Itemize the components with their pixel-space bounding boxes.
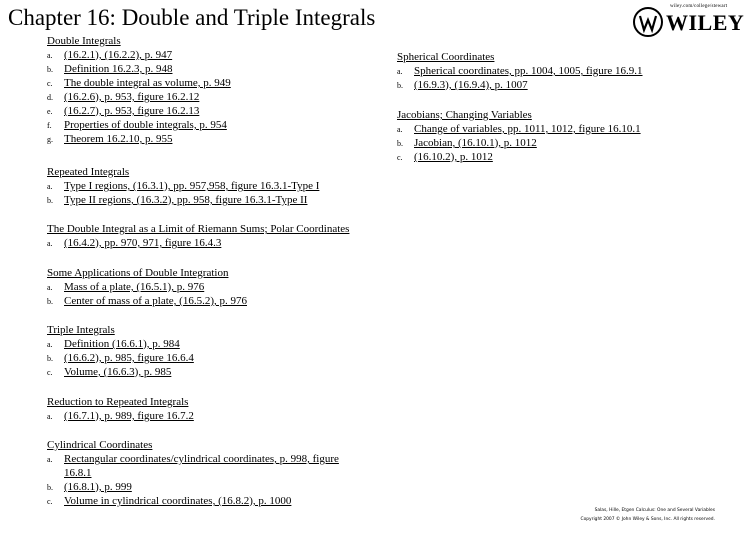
section-item-list xyxy=(47,48,377,146)
list-item xyxy=(47,294,377,308)
list-item xyxy=(47,76,377,90)
section-heading-link[interactable]: Some Applications of Double Integration xyxy=(47,267,229,279)
list-marker: b. xyxy=(47,65,53,74)
reference-link[interactable]: (16.2.1), (16.2.2), p. 947 xyxy=(64,49,173,61)
list-marker: c. xyxy=(47,497,53,506)
section-heading-link[interactable]: Repeated Integrals xyxy=(47,166,130,178)
list-item xyxy=(47,480,369,494)
section-heading-link[interactable]: Double Integrals xyxy=(47,35,121,47)
reference-link[interactable]: Properties of double integrals, p. 954 xyxy=(64,119,227,131)
list-marker: b. xyxy=(397,139,403,148)
section-heading-link[interactable]: Reduction to Repeated Integrals xyxy=(47,396,189,408)
reference-link[interactable]: (16.6.2), p. 985, figure 16.6.4 xyxy=(64,352,194,364)
page-title: Chapter 16: Double and Triple Integrals xyxy=(8,5,376,30)
list-marker: a. xyxy=(47,239,53,248)
list-item xyxy=(47,48,377,62)
reference-link[interactable]: Volume, (16.6.3), p. 985 xyxy=(64,366,172,378)
list-marker: a. xyxy=(47,51,53,60)
reference-link[interactable]: (16.10.2), p. 1012 xyxy=(414,151,493,163)
reference-link[interactable]: Type II regions, (16.3.2), pp. 958, figure 16.3.1-Type II xyxy=(64,194,308,206)
list-item xyxy=(47,179,377,193)
list-item xyxy=(397,122,717,136)
section-heading-link[interactable]: The Double Integral as a Limit of Riemann Sums; Polar Coordinates xyxy=(47,223,350,235)
reference-link[interactable]: Definition 16.2.3, p. 948 xyxy=(64,63,173,75)
reference-link[interactable]: (16.2.7), p. 953, figure 16.2.13 xyxy=(64,105,200,117)
section-7 xyxy=(397,50,717,92)
section-3 xyxy=(47,266,377,308)
list-marker: e. xyxy=(47,107,53,116)
section-2 xyxy=(47,222,382,250)
reference-link[interactable]: (16.9.3), (16.9.4), p. 1007 xyxy=(414,79,528,91)
list-marker: b. xyxy=(47,297,53,306)
list-marker: a. xyxy=(47,455,53,464)
list-item xyxy=(397,136,717,150)
list-item xyxy=(47,236,382,250)
list-marker: c. xyxy=(47,79,53,88)
reference-link[interactable]: (16.8.1), p. 999 xyxy=(64,481,132,493)
reference-link[interactable]: Volume in cylindrical coordinates, (16.8.2), p. 1000 xyxy=(64,495,292,507)
list-marker: f. xyxy=(47,121,52,130)
list-marker: d. xyxy=(47,93,53,102)
footer-book-title: Salas, Hille, Etgen Calculus: One and Several Variables xyxy=(594,508,715,513)
list-marker: a. xyxy=(47,412,53,421)
reference-link[interactable]: Mass of a plate, (16.5.1), p. 976 xyxy=(64,281,205,293)
list-marker: g. xyxy=(47,135,53,144)
reference-link[interactable]: Rectangular coordinates/cylindrical coordinates, p. 998, figure 16.8.1 xyxy=(64,453,339,479)
section-item-list xyxy=(47,409,377,423)
list-marker: a. xyxy=(47,340,53,349)
section-item-list xyxy=(397,64,717,92)
list-marker: a. xyxy=(397,125,403,134)
list-marker: c. xyxy=(397,153,403,162)
reference-link[interactable]: Theorem 16.2.10, p. 955 xyxy=(64,133,173,145)
list-item xyxy=(47,494,369,508)
reference-link[interactable]: Spherical coordinates, pp. 1004, 1005, figure 16.9.1 xyxy=(414,65,643,77)
list-item xyxy=(47,351,377,365)
list-marker: b. xyxy=(47,483,53,492)
section-5 xyxy=(47,395,377,423)
reference-link[interactable]: Jacobian, (16.10.1), p. 1012 xyxy=(414,137,537,149)
section-item-list xyxy=(47,337,377,379)
reference-link[interactable]: Change of variables, pp. 1011, 1012, figure 16.10.1 xyxy=(414,123,641,135)
section-heading-link[interactable]: Cylindrical Coordinates xyxy=(47,439,153,451)
list-item xyxy=(47,132,377,146)
list-marker: a. xyxy=(47,283,53,292)
list-item xyxy=(47,193,377,207)
reference-link[interactable]: (16.4.2), pp. 970, 971, figure 16.4.3 xyxy=(64,237,222,249)
list-item xyxy=(47,62,377,76)
list-item xyxy=(47,365,377,379)
list-item xyxy=(397,150,717,164)
list-marker: a. xyxy=(47,182,53,191)
list-marker: a. xyxy=(397,67,403,76)
copyright-footer xyxy=(555,506,715,524)
section-item-list xyxy=(47,236,382,250)
list-marker: c. xyxy=(47,368,53,377)
list-item xyxy=(47,104,377,118)
section-1 xyxy=(47,165,377,207)
wiley-logo xyxy=(632,2,744,38)
section-item-list xyxy=(47,280,377,308)
list-item xyxy=(47,337,377,351)
footer-copyright: Copyright 2007 © John Wiley & Sons, Inc. All rights reserved. xyxy=(580,517,715,522)
logo-tagline: wiley.com/college/stewart xyxy=(670,4,728,9)
list-item xyxy=(47,90,377,104)
section-6 xyxy=(47,438,369,508)
section-0 xyxy=(47,34,377,146)
list-marker: b. xyxy=(397,81,403,90)
list-item xyxy=(397,64,717,78)
section-8 xyxy=(397,108,717,164)
reference-link[interactable]: Type I regions, (16.3.1), pp. 957,958, figure 16.3.1-Type I xyxy=(64,180,320,192)
list-item xyxy=(47,118,377,132)
section-item-list xyxy=(47,452,369,508)
section-heading-link[interactable]: Triple Integrals xyxy=(47,324,115,336)
reference-link[interactable]: (16.7.1), p. 989, figure 16.7.2 xyxy=(64,410,194,422)
section-4 xyxy=(47,323,377,379)
list-item xyxy=(47,409,377,423)
reference-link[interactable]: (16.2.6), p. 953, figure 16.2.12 xyxy=(64,91,200,103)
list-item xyxy=(47,280,377,294)
reference-link[interactable]: Definition (16.6.1), p. 984 xyxy=(64,338,180,350)
reference-link[interactable]: The double integral as volume, p. 949 xyxy=(64,77,231,89)
list-item xyxy=(397,78,717,92)
reference-link[interactable]: Center of mass of a plate, (16.5.2), p. 976 xyxy=(64,295,247,307)
section-item-list xyxy=(47,179,377,207)
section-item-list xyxy=(397,122,717,164)
list-marker: b. xyxy=(47,196,53,205)
list-marker: b. xyxy=(47,354,53,363)
wiley-emblem-icon xyxy=(632,6,664,38)
section-heading-link[interactable]: Spherical Coordinates xyxy=(397,51,495,63)
list-item xyxy=(47,452,369,480)
logo-wordmark: WILEY xyxy=(666,10,744,35)
section-heading-link[interactable]: Jacobians; Changing Variables xyxy=(397,109,532,121)
